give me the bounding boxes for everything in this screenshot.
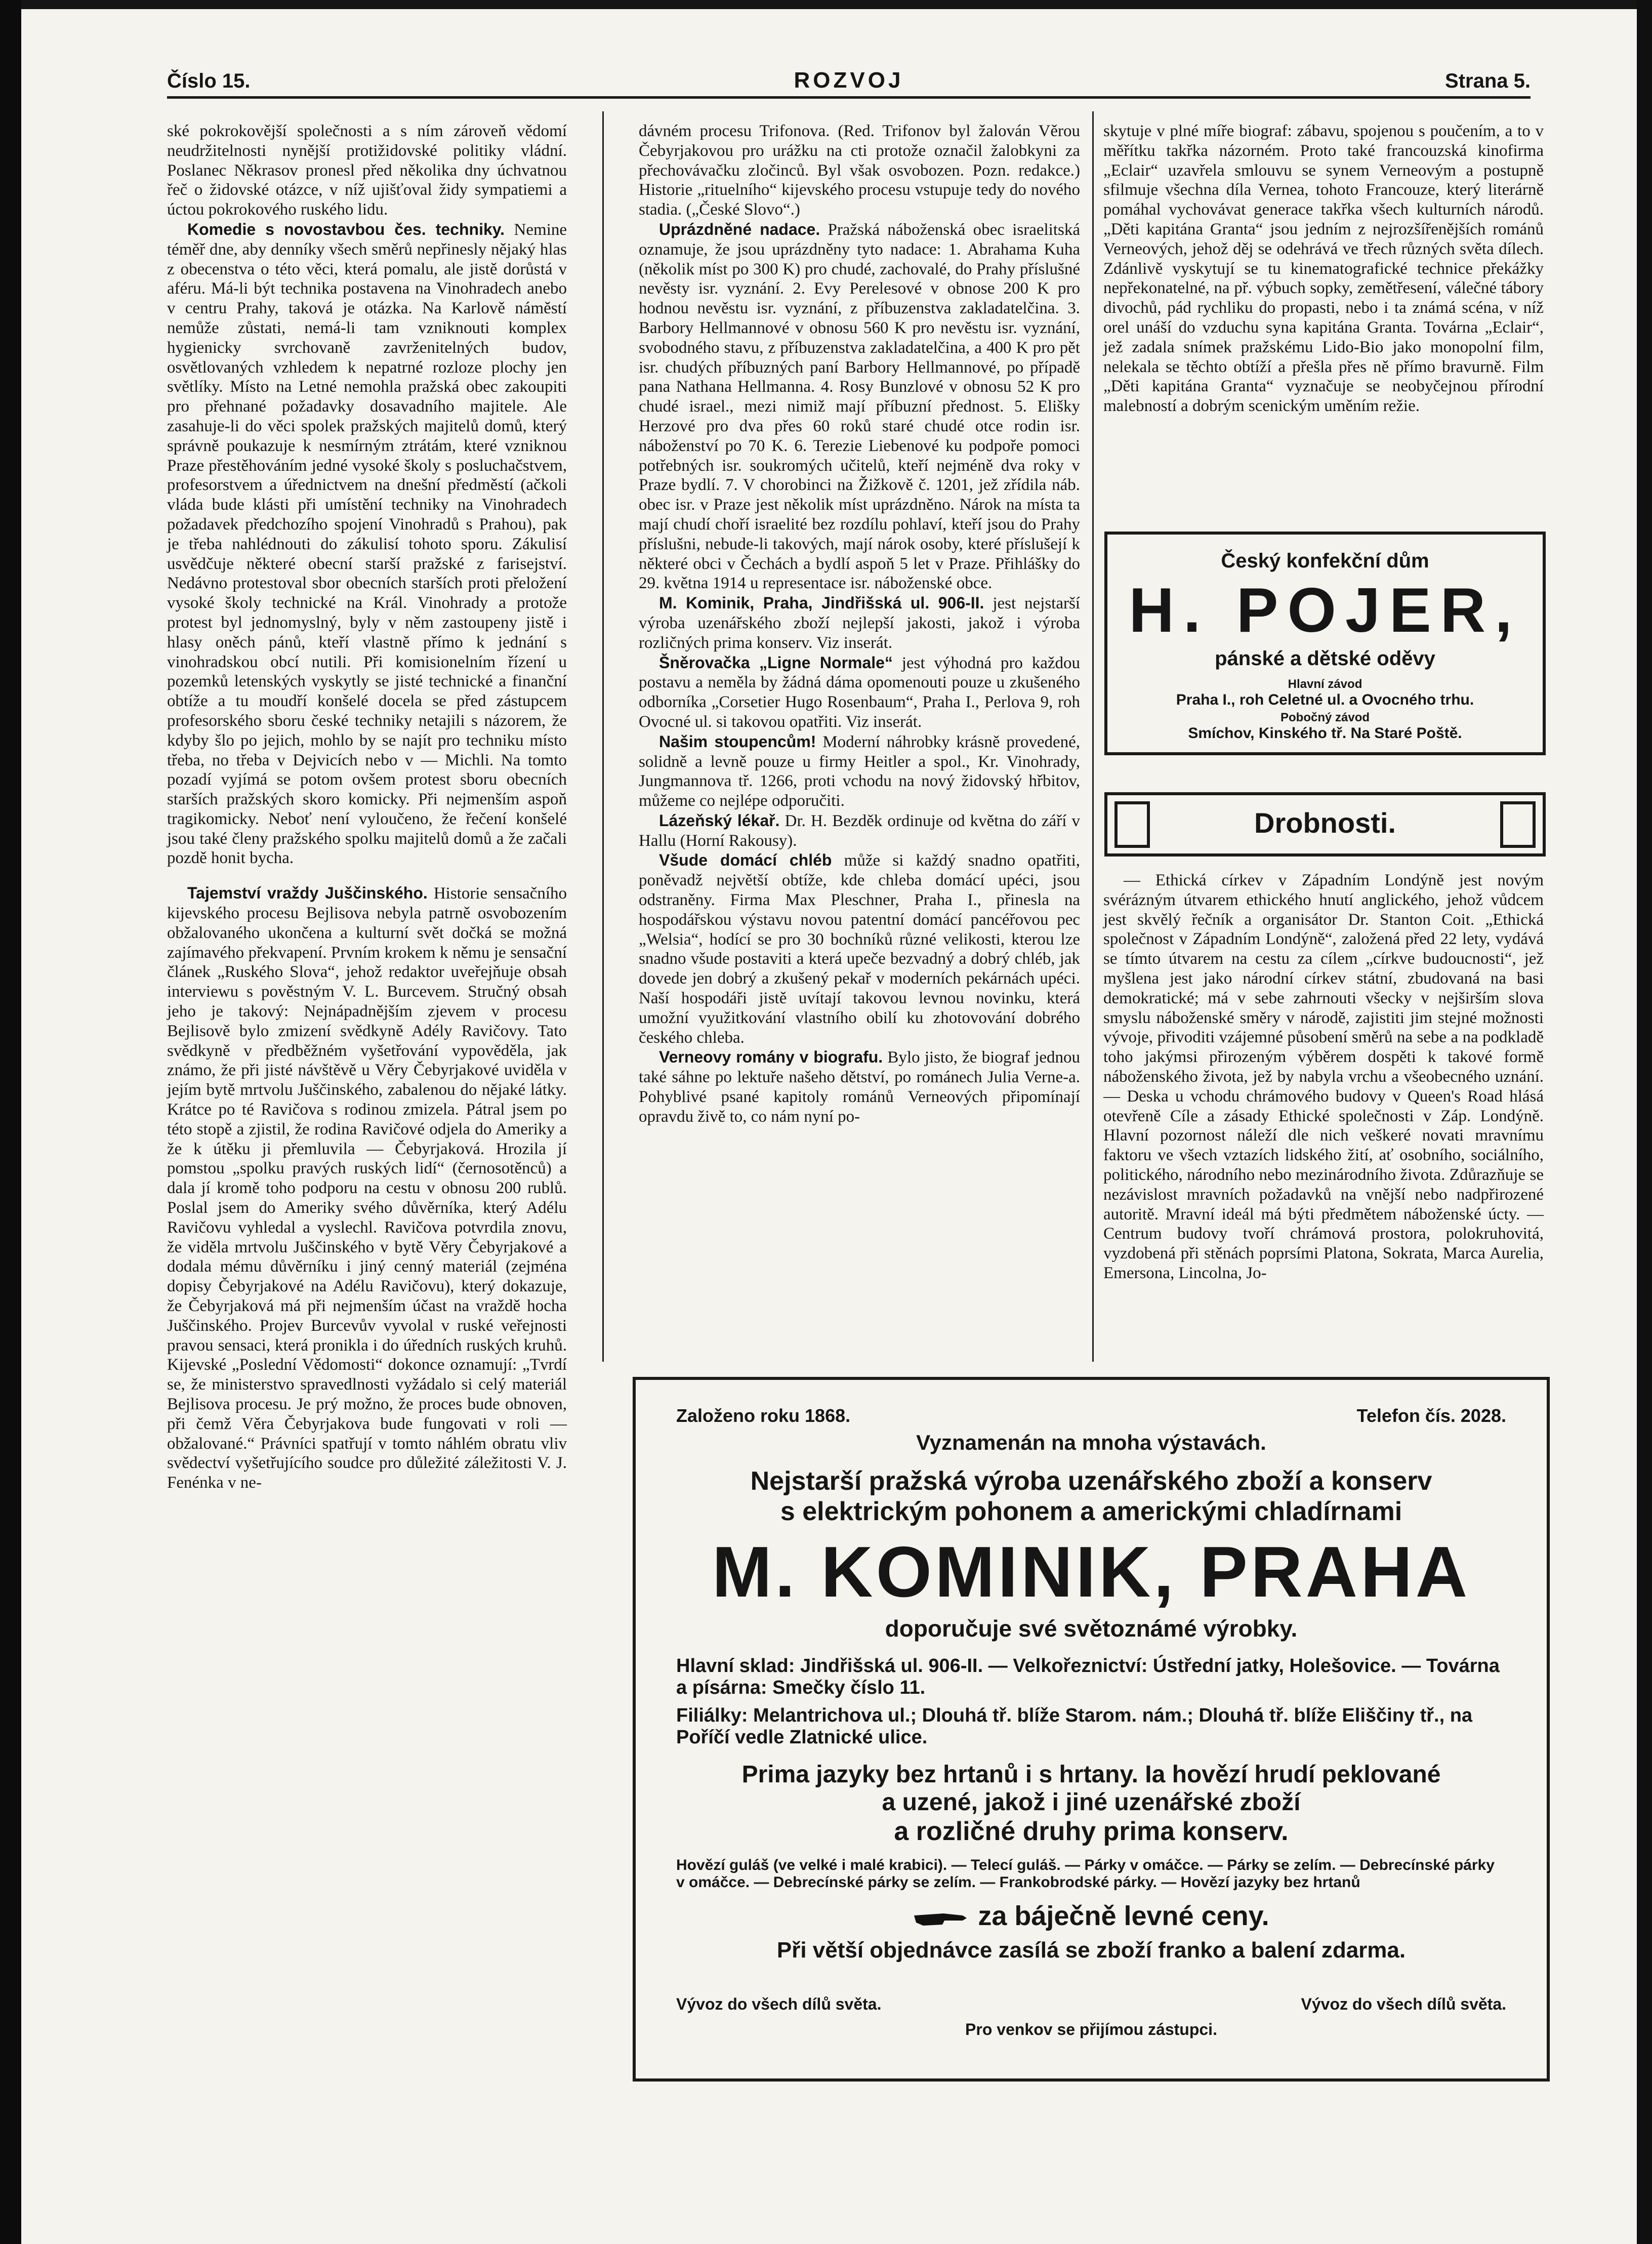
article-lekar (639, 811, 1080, 851)
advert-franco: Při větší objednávce zasílá se zboží franko a balení zdarma. (776, 1938, 1406, 1963)
advert-phone: Telefon čís. 2028. (1356, 1405, 1506, 1426)
scan-edge-left (0, 0, 21, 2244)
column-divider-1 (602, 111, 604, 1362)
advert-subtitle: pánské a dětské oděvy (1215, 647, 1435, 670)
article-komedie (167, 220, 567, 868)
article-body: Pražská náboženská obec israelitská oznamuje, že jsou uprázdněny tyto nadace: 1. Abrahama Kuha (několik míst po 300 K) pro chudé, zachovalé, do Prahy příslušné nevěsty isr. vyznání. 2. Evy Perelesové v obnose 200 K pro hodnou nevěstu isr. vyznání, z příbuzenstva zakladatelčina. 3. Barbory Hellmannové v obnosu 560 K pro nevěstu isr. vyznání, svobodného stavu, z příbuzenstva zakladatelčina, a 400 K pro pět isr. chudých příbuzných paní Barbory Hellmannové, po případě pana Nathana Hellmanna. 4. Rosy Bunzlové v obnosu 52 K pro chudé israel., mezi nimiž mají příbuzní přednost. 5. Elišky Herzové pro dva přes 60 roků staré chudé otce rodin isr. náboženství po 70 K. 6. Terezie Liebenové ku podpoře pomoci potřebných isr. soukromých učitelů, kteří nejméně dva roky v Praze bydlí. 7. V chorobinci na Žižkově č. 1201, jež zřídila náb. obec isr. v Praze jest několik míst uprázdněno. Nárok na místa ta mají chudí choří israelité bez rozdílu pohlaví, kteří jsou do Prahy příslušni, nebude-li takových, mají nárok osoby, které příslušejí k některé obci v Čechách a bydlí aspoň 5 let v Praze. Přihlášky do 29. května 1914 u representace isr. náboženské obce. (639, 220, 1080, 593)
advert-prima-3: a rozličné druhy prima konserv. (894, 1817, 1289, 1846)
column-2 (639, 121, 1080, 1127)
article-heading: Lázeňský lékař. (659, 811, 780, 830)
advert-label: Hlavní závod (1288, 677, 1362, 691)
article-nadace (639, 220, 1080, 593)
article-continuation: dávném procesu Trifonova. (Red. Trifonov byl žalován Věrou Čebyrjakovou pro urážku na cti protože označil žalobkyni za přechovávačku zločinců. Byl však osvobozen. Pozn. redakce.) Historie „rituelního“ kijevského procesu vstupuje tedy do nového stadia. („České Slovo“.) (639, 122, 1080, 219)
advert-address: Praha I., roh Celetné ul. a Ovocného trhu. (1176, 691, 1474, 708)
advert-export-right: Vývoz do všech dílů světa. (1301, 1995, 1506, 2013)
article-heading: Uprázdněné nadace. (659, 220, 820, 238)
article-heading: M. Kominik, Praha, Jindřišská ul. 906-II. (659, 594, 984, 613)
column-3-drobnosti (1103, 871, 1544, 1283)
advert-products: Hovězí guláš (ve velké i malé krabici). — Telecí guláš. — Párky v omáčce. — Párky se zelím. — Debrecínské párky v omáčce. — Debrecínské párky se zelím. — Frankobrodské párky. — Hovězí jazyky bez hrtanů (676, 1857, 1495, 1891)
page-number: Strana 5. (1445, 70, 1531, 92)
advert-pojer (1104, 532, 1546, 755)
advert-branches: Filiálky: Melantrichova ul.; Dlouhá tř. blíže Starom. nám.; Dlouhá tř. blíže Eliščiny tř., na Poříčí vedle Zlatnické ulice. (676, 1705, 1473, 1748)
banner-ornament-right (1500, 801, 1536, 848)
article-body: Historie sensačního kijevského procesu Bejlisova nebyla patrně osvobozením obžalovaného ukončena a kulturní svět dočká se možná zajímavého překvapení. Prvním krokem k němu je sensační článek „Ruského Slova“, jehož redaktor uveřejňuje obsah interviewu s pověstným V. L. Burcevem. Stručný obsah jeho je takový: Nejnápadnějším zjevem v procesu Bejlisově bylo zmizení svědkyně Adély Ravičovy. Tato svědkyně v předběžném vyšetřování vypověděla, jak známo, že při jisté návštěvě u Věry Čebyrjakové uviděla v jejím bytě mrtvolu Juščinského, zabalenou do nějaké látky. Krátce po té Ravičova s rodinou zmizela. Pátral jsem po této stopě a zjistil, že rodina Ravičové odjela do Ameriky a že k útěku ji přemluvila — Čebyrjaková. Hrozila jí pomstou „spolku pravých ruských lidí“ (černosotěnců) a dala jí kromě toho podporu na cestu v obnosu 200 rublů. Poslal jsem do Ameriky svého důvěrníka, který Adélu Ravičovu vyhledal a vyslechl. Ravičova potvrdila znovu, že viděla mrtvolu Juščinského v bytě Věry Čebyrjakové a dodala mému důvěrníku i jiný cenný materiál (zejména dopisy Čebyrjakové na Adélu Ravičovu), který dokazuje, že Čebyrjaková má při nejmenším účast na vraždě hocha Juščinského. Projev Burcevův vyvolal v ruské veřejnosti pravou sensaci, která pronikla i do úředních ruských kruhů. Kijevské „Poslední Vědomosti“ dokonce oznamují: „Tvrdí se, že ministerstvo spravedlnosti vyžádalo si celý materiál Bejlisova procesu. Je prý možno, že proces bude obnoven, při čemž Věra Čebyrjakova bude fungovati v roli — obžalované.“ Právníci spatřují v tomto náhlém obratu vliv svědectví vyšetřujícího soudce pro důležité záležitosti V. J. Fenénka v ne- (167, 884, 567, 1492)
column-3 (1103, 121, 1544, 416)
pointing-hand-icon (913, 1908, 969, 1928)
article-body: Dr. H. Bezděk ordinuje od května do září v Hallu (Horní Rakousy). (639, 811, 1081, 850)
article-continuation: skytuje v plné míře biograf: zábavu, spojenou s poučením, a to v měřítku takřka názorném. Proto také francouzská kinofirma „Eclair“ uzavřela smlouvu se synem Verneovým a postupně sfilmuje všechna díla Vernea, tohoto Francouze, který literárně pomáhal vychovávat generace takřka všech kulturních národů. „Děti kapitána Granta“ jsou jedním z nejrozšířenějších románů Verneových, jehož děj se odehrává ve třech různých světa dílech. Zdánlivě vyskytují se tu kinematografické technice překážky nepřekonatelné, na př. výbuch sopky, zemětřesení, válečné tábory divochů, pád rychliku do propasti, nebo i ta známá scéna, v níž orel unáší do vzduchu syna kapitána Granta. Továrna „Eclair“, jež zadala snímek pražskému Lido-Bio jako monopolní film, nelekala se těchto obtíží a přešla přes ně přímo bravurně. Film „Děti kapitána Granta“ vyznačuje se neobyčejnou přírodní malebností a dobrým scenickým uměním režie. (1103, 122, 1544, 416)
scan-edge-right (1637, 0, 1652, 2244)
article-heading: Verneovy romány v biografu. (659, 1048, 883, 1067)
section-banner-drobnosti (1104, 792, 1546, 856)
article-ethicka-cirkev: — Ethická církev v Západním Londýně jest novým svérázným útvarem ethického hnutí anglického, jehož vůdcem jest skvělý řečník a organisátor Dr. Stanton Coit. „Ethická společnost v Západním Londýně“, založená před 22 lety, vydává se tímto útvarem na cestu za cílem „církve budoucnosti“, jež myšlena jest jako národní církev státní, zbudovaná na basi demokratické; má v sebe zahrnouti všecky v nejširším slova smyslu náboženské směry v národě, zajistiti jim stejné možnosti vývoje, přivoditi vzájemné působení směrů na sebe a na podkladě toho jakýmsi přirozeným výběrem dospěti k takové formě náboženského života, jež by nabyla vrchu a všeobecného uznání. — Deska u vchodu chrámového budovy v Queen's Road hlásá otevřeně Cíle a zásady Ethické společnosti v Záp. Londýně. Hlavní pozornost náleží dle nich veškeré novati mravnímu faktoru ve všech vztazích lidského žití, ať osobního, sociálního, politického, národního nebo mezinárodního života. Zdůrazňuje se nezávislost mravních požadavků na vnější nebo nadpřirozené autoritě. Mravní ideál má býti předmětem náboženské úcty. — Centrum budovy tvoří chrámová prostora, polokruhovitá, vyzdobená při stěnách poprsími Platona, Sokrata, Marca Aurelia, Emersona, Lincolna, Jo- (1103, 871, 1544, 1282)
article-body: Bylo jisto, že biograf jednou také sáhne po lektuře našeho dětství, po románech Julia Verne-a. Pohyblivé psané kapitoly románů Verneových připomínají opravdu živě to, co nám nyní po- (639, 1048, 1081, 1126)
issue-number: Číslo 15. (167, 70, 251, 92)
advert-prima-1: Prima jazyky bez hrtanů i s hrtany. Ia hovězí hrudí peklované (741, 1761, 1441, 1788)
advert-tagline: Český konfekční dům (1221, 550, 1429, 572)
column-1 (167, 121, 567, 1493)
advert-cheap-text: za báječně levné ceny. (978, 1901, 1269, 1931)
article-chleb (639, 850, 1080, 1047)
advert-cheap (636, 1900, 1547, 1932)
scan-edge-top (0, 0, 1652, 9)
advert-store: Hlavní sklad: Jindřišská ul. 906-II. — Velkořeznictví: Ústřední jatky, Holešovice. — Továrna a písárna: Smečky číslo 11. (676, 1655, 1500, 1698)
advert-brand: M. KOMINIK, PRAHA (712, 1532, 1471, 1612)
article-body: Moderní náhrobky krásně provedené, solidně a levně pouze u firmy Heitler a spol., Kr. Vinohrady, Jungmannova tř. 1266, proti vchodu na nový židovský hřbitov, můžeme co nejlépe odporučiti. (639, 732, 1081, 810)
article-vrazda (167, 883, 567, 1493)
article-body: jest výhodná pro každou postavu a neměla by žádná dáma opomenouti pouze u zkušeného odborníka „Corsetier Hugo Rosenbaum“, Praha I., Perlova 9, roh Ovocné ul. si takovou opatřiti. Viz inserát. (639, 654, 1081, 731)
article-heading: Všude domácí chléb (659, 851, 832, 870)
advert-recommends: doporučuje své světoznámé výrobky. (885, 1615, 1298, 1642)
section-title: Drobnosti. (1254, 807, 1396, 839)
article-body: jest nejstarší výroba uzenářského zboží nejlepší jakosti, jakož i výroba rozličných prima konserv. Viz inserát. (639, 594, 1080, 652)
advert-prima-2: a uzené, jakož i jiné uzenářské zboží (882, 1789, 1301, 1816)
advert-body (636, 1431, 1547, 1963)
advert-export-left: Vývoz do všech dílů světa. (676, 1995, 882, 2013)
advert-awarded: Vyznamenán na mnoha výstavách. (916, 1431, 1266, 1454)
page-header (167, 65, 1531, 100)
article-body: Nemine téměř dne, aby denníky všech směrů nepřinesly nějaký hlas z obecenstva o této věci, která pomalu, ale jistě dorůstá v aféru. Má-li být technika postavena na Vinohradech anebo v centru Prahy, taková je otázka. Na Karlově náměstí nemůže zůstati, nemá-li tam vzniknouti komplex hygienicky svrchovaně zavrženitelných budov, osvětlovaných vzhledem k nepatrné rozloze plochy jen světlíky. Místo na Letné nemohla pražská obec zakoupiti pro přehnané požadavky dosavadního majitele. Ale zasahuje-li do věci spolek pražských majitelů domů, který správně poukazuje k nesmírným ztrátám, které vzniknou Praze přestěhováním jedné vysoké školy s posluchačstvem, profesorstvem a úřednictvem na dnešní předměstí (ačkoli vláda bude klásti při umístění techniky na Vinohradech požadavek předchozího spojení Vinohradů s Prahou), pak je třeba nahlédnouti do zákulisí tohoto sporu. Zákulisí usvědčuje některé obecní starší pražské z farisejství. Nedávno protestoval sbor obecních starších proti přeložení vysoké školy technické na Král. Vinohrady a protože protest byl jednomyslný, byly v něm zastoupeny jistě i hlasy oněch pánů, kteří vlastně přímo k jednání s vinohradskou obcí nutili. Při komisionelním řízení u pozemků letenských vyskytly se jisté technické a finanční obtíže a tu moudří konšelé docela se před zástupcem profesorského sboru české techniky netajili s názorem, že kdyby šlo po jejich, mohlo by se najít pro techniku místo třeba, no třeba v Dejvicích nebo v — Michli. Na tomto pozadí vyjímá se potom ovšem protest sboru obecních starších pražských skoro komicky. Při nejmenším aspoň tragikomicky. Neboť není vyloučeno, že řečení konšelé jsou také členy pražského spolku majitelů domů a že začali pozdě honit bycha. (167, 220, 567, 868)
header-rule (167, 96, 1531, 99)
article-heading: Tajemství vraždy Juščinského. (187, 884, 428, 903)
article-continuation: ské pokrokovější společnosti a s ním zároveň vědomí neudržitelnosti nynější protižidovské politiky vládní. Poslanec Někrasov pronesl před několika dny úchvatnou řeč o židovské otázce, v níž ujišťoval židy sympatiemi a úctou pokrokového ruského lidu. (167, 122, 567, 219)
article-snerovacka (639, 653, 1080, 732)
advert-kominik (633, 1377, 1550, 2082)
advert-oldest-1: Nejstarší pražská výroba uzenářského zboží a konserv (750, 1466, 1432, 1496)
article-stoupencum (639, 732, 1080, 811)
advert-label: Pobočný závod (1280, 711, 1370, 724)
article-heading: Našim stoupencům! (659, 732, 816, 751)
column-divider-2 (1092, 111, 1094, 1362)
article-verne (639, 1047, 1080, 1126)
advert-export-row (676, 1995, 1506, 2014)
advert-brand: H. POJER, (1129, 576, 1521, 645)
article-body: může si každý snadno opatřiti, poněvadž největší obtíže, kde chleba domácí upéci, jsou odstraněny. Firma Max Pleschner, Praha I., přinesla na hospodářskou výstavu novou patentní domácí pancéřovou pec „Welsia“, hodící se pro 30 bochníků různé velikosti, kterou lze snadno všude postaviti a která upeče bezvadný a dobrý chléb, jak dovede jen dobrý a zkušený pekař v moderních pekárnách upéci. Naší hospodáři jistě uvítají takovou levnou novinku, která umožní využitkování vlastního obilí ku zhotovování dobrého českého chleba. (639, 851, 1080, 1047)
advert-header-row (676, 1405, 1506, 1426)
advert-address: Smíchov, Kinského tř. Na Staré Poště. (1188, 725, 1462, 742)
article-kominik (639, 593, 1080, 652)
advert-oldest-2: s elektrickým pohonem a americkými chladírnami (780, 1497, 1402, 1526)
article-heading: Šněrovačka „Ligne Normale“ (659, 653, 893, 672)
newspaper-title: ROZVOJ (794, 68, 904, 93)
article-heading: Komedie s novostavbou čes. techniky. (187, 220, 505, 238)
advert-founded: Založeno roku 1868. (676, 1405, 851, 1426)
advert-agents: Pro venkov se přijímou zástupci. (965, 2020, 1217, 2038)
